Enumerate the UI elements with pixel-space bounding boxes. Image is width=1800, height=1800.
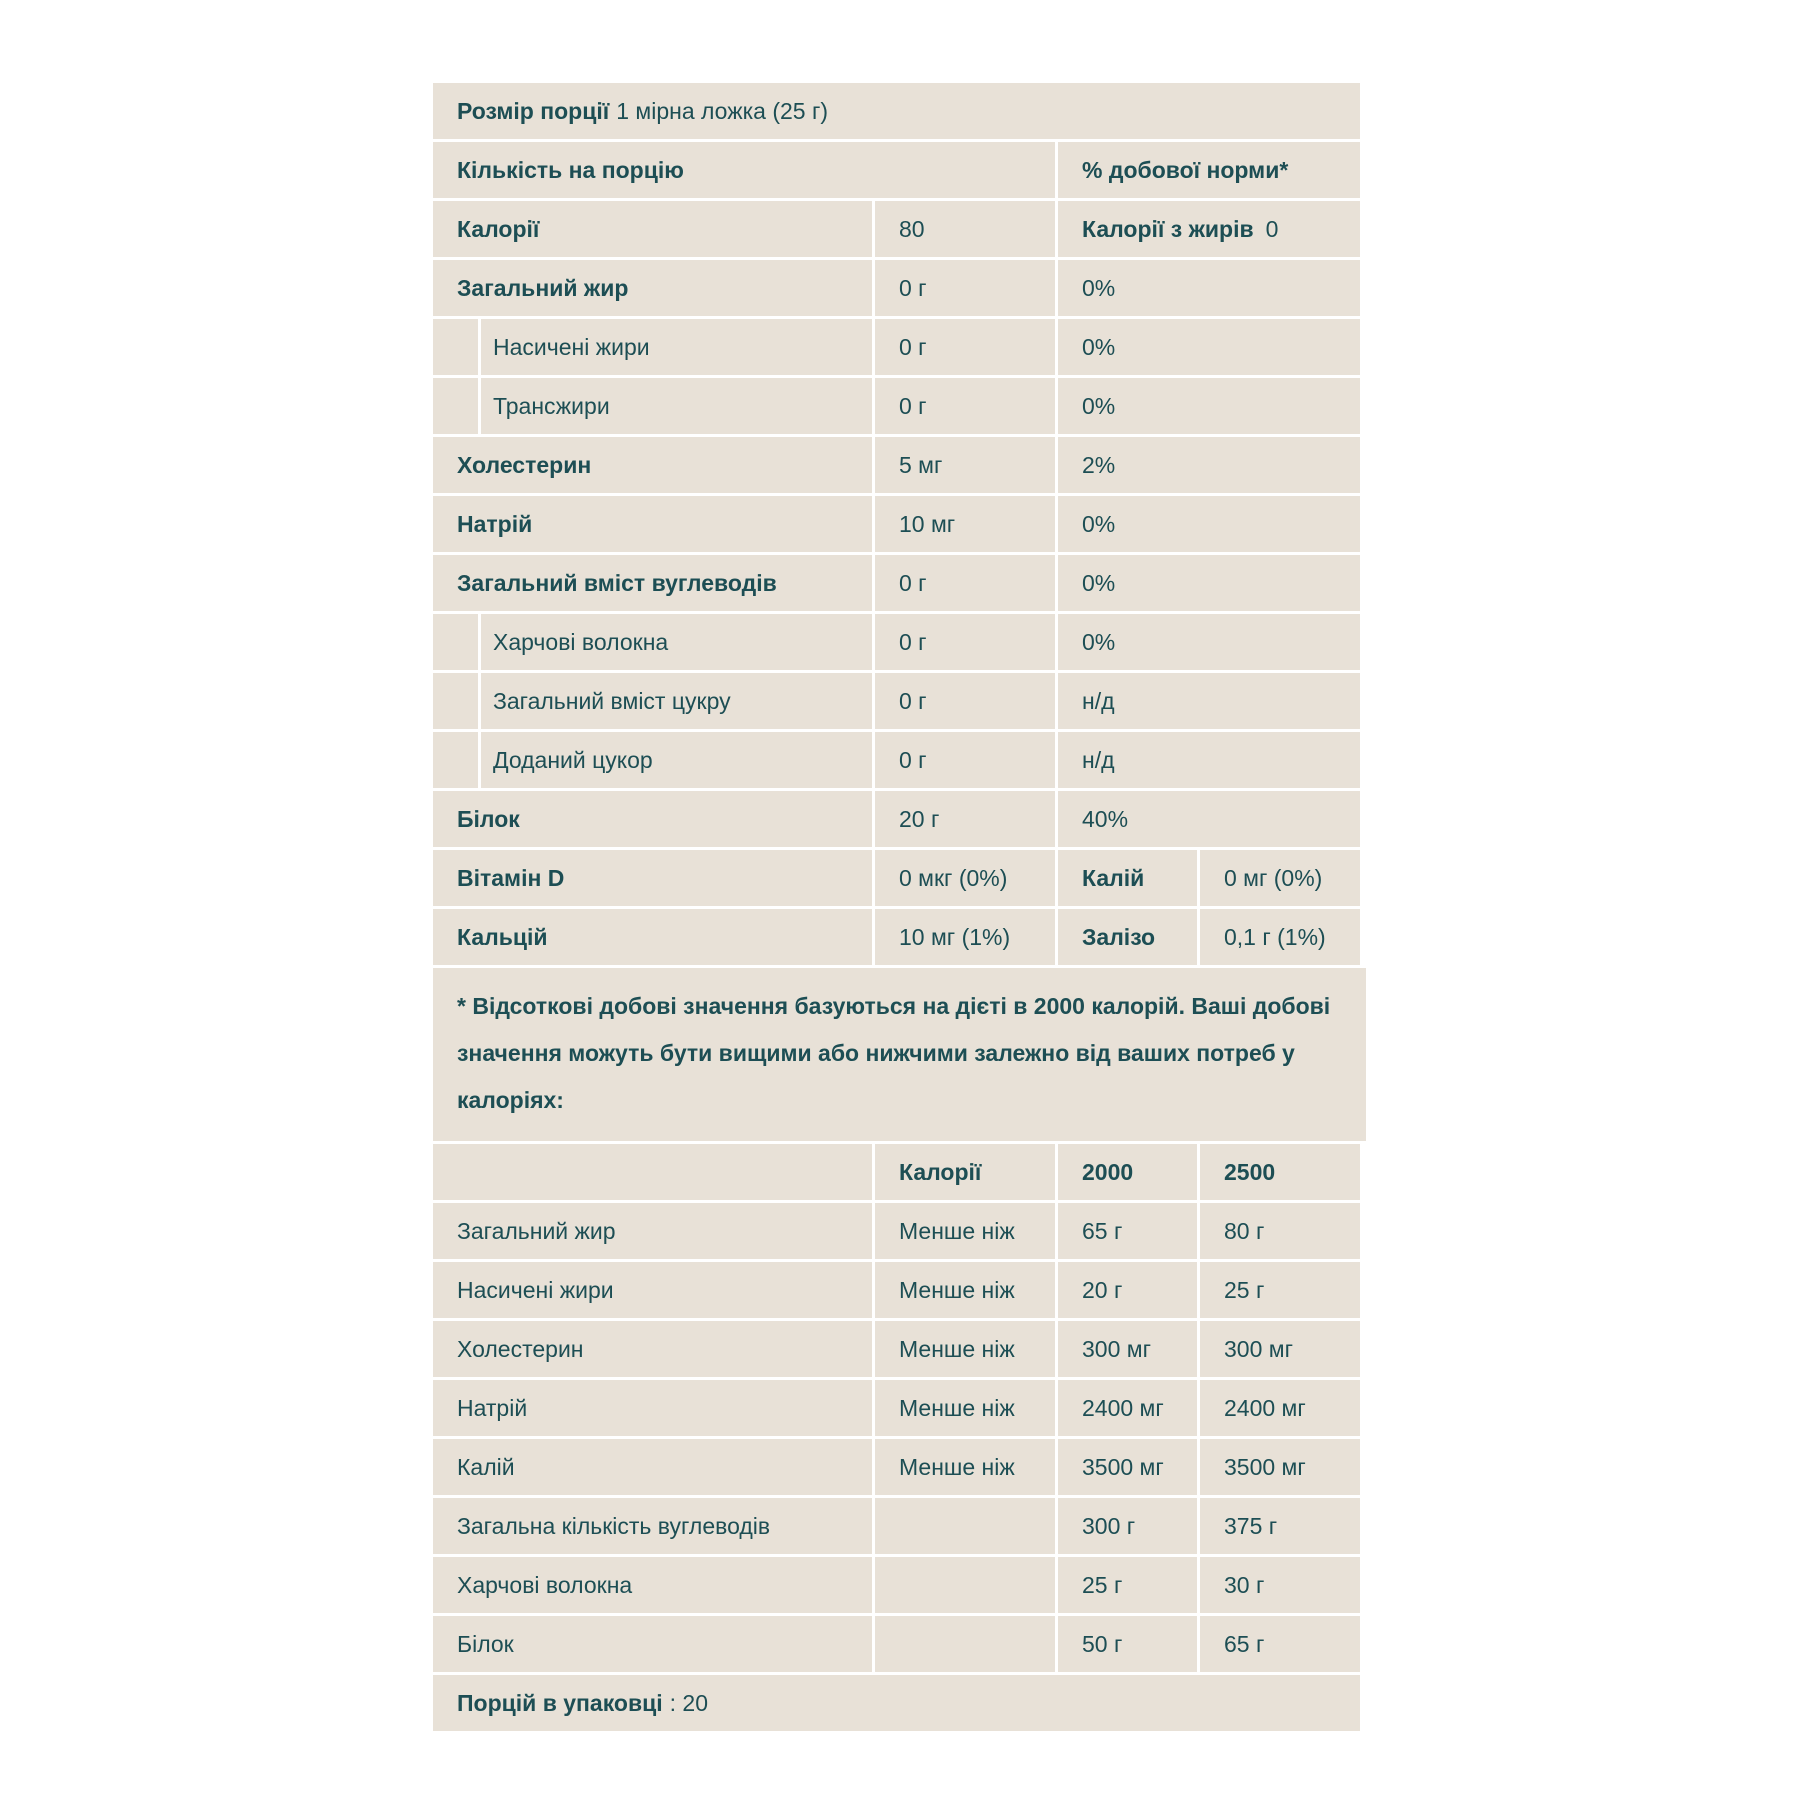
daily-less-than	[875, 1557, 1055, 1613]
daily-value-2000: 300 г	[1058, 1498, 1197, 1554]
mineral-value-2: 0 мг (0%)	[1200, 850, 1360, 906]
daily-less-than: Менше ніж	[875, 1321, 1055, 1377]
nutrient-label: Білок	[433, 791, 872, 847]
nutrient-value: 20 г	[875, 791, 1055, 847]
amount-per-serving-header: Кількість на порцію	[433, 142, 1055, 198]
nutrient-label: Доданий цукор	[481, 732, 872, 788]
daily-values-2500-header: 2500	[1200, 1144, 1360, 1200]
daily-label: Загальний жир	[433, 1203, 872, 1259]
daily-value-2000: 2400 мг	[1058, 1380, 1197, 1436]
mineral-row-vitamin-d-potassium	[433, 850, 1366, 906]
daily-less-than: Менше ніж	[875, 1439, 1055, 1495]
calories-label: Калорії	[433, 201, 872, 257]
nutrient-row-added-sugar	[433, 732, 1366, 788]
nutrient-row-protein	[433, 791, 1366, 847]
nutrient-dv: н/д	[1058, 673, 1360, 729]
calories-row	[433, 201, 1366, 257]
nutrient-value: 0 г	[875, 378, 1055, 434]
mineral-value: 10 мг (1%)	[875, 909, 1055, 965]
daily-row-total-carbs	[433, 1498, 1366, 1554]
daily-value-2000: 65 г	[1058, 1203, 1197, 1259]
nutrient-row-total-carbs	[433, 555, 1366, 611]
daily-value-2500: 2400 мг	[1200, 1380, 1360, 1436]
daily-less-than: Менше ніж	[875, 1380, 1055, 1436]
nutrient-value: 0 г	[875, 260, 1055, 316]
daily-less-than	[875, 1498, 1055, 1554]
servings-per-container-cell	[433, 1675, 1360, 1731]
nutrient-value: 0 г	[875, 732, 1055, 788]
nutrient-label: Загальний жир	[433, 260, 872, 316]
nutrient-row-dietary-fiber	[433, 614, 1366, 670]
daily-label: Насичені жири	[433, 1262, 872, 1318]
daily-label: Білок	[433, 1616, 872, 1672]
daily-values-header-row	[433, 1144, 1366, 1200]
mineral-value: 0 мкг (0%)	[875, 850, 1055, 906]
nutrient-value: 0 г	[875, 673, 1055, 729]
daily-value-footnote: * Відсоткові добові значення базуються на дієті в 2000 калорій. Ваші добові значення можуть бути вищими або нижчими залежно від ваших потреб у калоріях:	[433, 968, 1366, 1141]
nutrient-label: Натрій	[433, 496, 872, 552]
mineral-label: Кальцій	[433, 909, 872, 965]
daily-row-saturated-fat	[433, 1262, 1366, 1318]
daily-value-2000: 25 г	[1058, 1557, 1197, 1613]
serving-size-value: 1 мірна ложка (25 г)	[616, 97, 829, 124]
nutrient-label: Харчові волокна	[481, 614, 872, 670]
nutrient-label: Загальний вміст вуглеводів	[433, 555, 872, 611]
calories-value: 80	[875, 201, 1055, 257]
nutrient-row-sodium	[433, 496, 1366, 552]
nutrient-label: Загальний вміст цукру	[481, 673, 872, 729]
daily-value-2500: 80 г	[1200, 1203, 1360, 1259]
daily-values-2000-header: 2000	[1058, 1144, 1197, 1200]
nutrition-facts-table	[433, 83, 1366, 1731]
indent-cell	[433, 673, 478, 729]
column-header-row	[433, 142, 1366, 198]
servings-per-container-label: Порцій в упаковці	[457, 1689, 663, 1716]
mineral-label: Вітамін D	[433, 850, 872, 906]
daily-row-dietary-fiber	[433, 1557, 1366, 1613]
nutrient-dv: 0%	[1058, 319, 1360, 375]
servings-per-container-row	[433, 1675, 1366, 1731]
indent-cell	[433, 732, 478, 788]
nutrient-label: Трансжири	[481, 378, 872, 434]
daily-less-than	[875, 1616, 1055, 1672]
mineral-label-2: Калій	[1058, 850, 1197, 906]
daily-values-empty-cell	[433, 1144, 872, 1200]
nutrient-dv: 40%	[1058, 791, 1360, 847]
mineral-label-2: Залізо	[1058, 909, 1197, 965]
nutrient-value: 0 г	[875, 555, 1055, 611]
daily-row-cholesterol	[433, 1321, 1366, 1377]
daily-less-than: Менше ніж	[875, 1262, 1055, 1318]
serving-size-label: Розмір порції	[457, 97, 610, 124]
nutrient-dv: 0%	[1058, 378, 1360, 434]
daily-label: Загальна кількість вуглеводів	[433, 1498, 872, 1554]
daily-less-than: Менше ніж	[875, 1203, 1055, 1259]
nutrient-dv: 0%	[1058, 260, 1360, 316]
indent-cell	[433, 378, 478, 434]
nutrient-dv: 0%	[1058, 555, 1360, 611]
serving-size-row	[433, 83, 1366, 139]
nutrient-value: 5 мг	[875, 437, 1055, 493]
mineral-row-calcium-iron	[433, 909, 1366, 965]
daily-label: Харчові волокна	[433, 1557, 872, 1613]
daily-label: Калій	[433, 1439, 872, 1495]
calories-from-fat-value: 0	[1265, 215, 1279, 242]
daily-row-total-fat	[433, 1203, 1366, 1259]
nutrient-dv: 0%	[1058, 496, 1360, 552]
daily-value-2000: 300 мг	[1058, 1321, 1197, 1377]
daily-value-2500: 30 г	[1200, 1557, 1360, 1613]
daily-label: Натрій	[433, 1380, 872, 1436]
daily-value-2500: 25 г	[1200, 1262, 1360, 1318]
daily-value-2500: 375 г	[1200, 1498, 1360, 1554]
daily-value-2000: 50 г	[1058, 1616, 1197, 1672]
indent-cell	[433, 319, 478, 375]
nutrient-dv: н/д	[1058, 732, 1360, 788]
daily-value-2000: 3500 мг	[1058, 1439, 1197, 1495]
daily-values-calories-header: Калорії	[875, 1144, 1055, 1200]
indent-cell	[433, 614, 478, 670]
calories-from-fat-cell	[1058, 201, 1360, 257]
calories-from-fat-label: Калорії з жирів	[1082, 215, 1254, 242]
nutrient-row-saturated-fat	[433, 319, 1366, 375]
servings-per-container-value: : 20	[669, 1689, 708, 1716]
daily-label: Холестерин	[433, 1321, 872, 1377]
mineral-value-2: 0,1 г (1%)	[1200, 909, 1360, 965]
nutrient-row-trans-fat	[433, 378, 1366, 434]
daily-value-2500: 300 мг	[1200, 1321, 1360, 1377]
daily-row-potassium	[433, 1439, 1366, 1495]
daily-value-2500: 3500 мг	[1200, 1439, 1360, 1495]
serving-size-cell	[433, 83, 1360, 139]
nutrient-value: 0 г	[875, 319, 1055, 375]
nutrient-value: 10 мг	[875, 496, 1055, 552]
daily-value-2000: 20 г	[1058, 1262, 1197, 1318]
daily-value-2500: 65 г	[1200, 1616, 1360, 1672]
nutrient-dv: 2%	[1058, 437, 1360, 493]
daily-value-header: % добової норми*	[1058, 142, 1360, 198]
daily-row-protein	[433, 1616, 1366, 1672]
nutrient-value: 0 г	[875, 614, 1055, 670]
daily-row-sodium	[433, 1380, 1366, 1436]
nutrient-row-total-sugars	[433, 673, 1366, 729]
nutrient-row-total-fat	[433, 260, 1366, 316]
nutrient-label: Холестерин	[433, 437, 872, 493]
nutrient-row-cholesterol	[433, 437, 1366, 493]
nutrient-label: Насичені жири	[481, 319, 872, 375]
nutrient-dv: 0%	[1058, 614, 1360, 670]
